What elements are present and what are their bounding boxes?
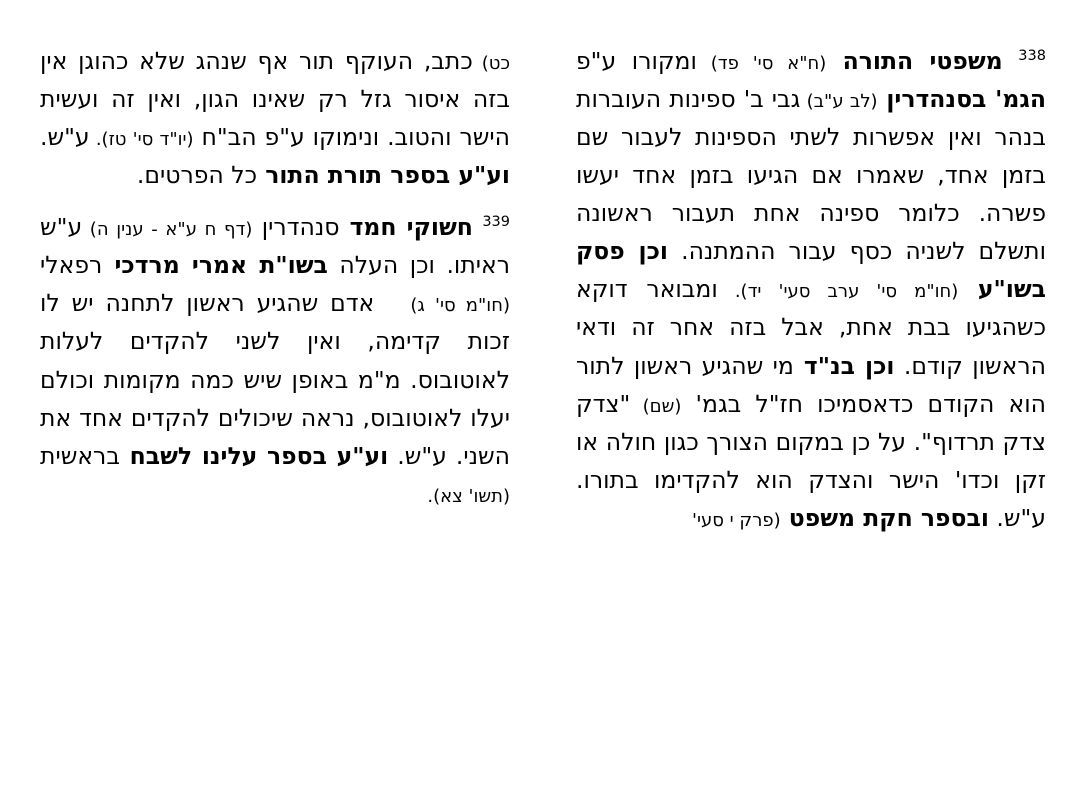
text-run: "צדק צדק תרדוף". על כן במקום הצורך כגון חולה או זקן וכדו' הישר והצדק הוא להקדימו בתורו. ע"ש. — [576, 389, 1046, 532]
text-run: רפאלי — [40, 251, 103, 280]
text-run: גבי ב' ספינות העוברות בנהר ואין אפשרות לשתי הספינות לעבור שם בזמן אחד, שאמרו אם הגיעו בזמן אחד יעשו פשרה. כלומר ספינה אחת תעבור ראשונה ותשלם לשניה כסף עבור ההמתנה. — [576, 85, 1047, 266]
paragraph-339 — [40, 208, 510, 513]
footnote-number-339: 339 — [482, 214, 510, 231]
text-run: סנהדרין — [252, 213, 340, 242]
text-run: בראשית — [40, 441, 120, 470]
source-citation: (לב ע"ב) — [800, 91, 878, 113]
text-run: ומבואר דוקא כשהגיעו בבת אחת, אבל בזה אחר זה ודאי הראשון קודם. — [576, 275, 1046, 380]
text-run: ומקורו ע"פ — [576, 47, 697, 75]
text-run: ע"ש ראיתו. וכן העלה — [40, 213, 510, 280]
source-citation: (חו"מ סי' ג) — [400, 295, 510, 317]
source-citation: (תשו' צא). — [427, 485, 510, 507]
text-run-bold: וכן פסק בשו"ע — [576, 237, 1046, 304]
text-run-bold: וכן בנ"ד — [793, 351, 895, 380]
paragraph-338 — [576, 42, 1046, 537]
source-citation: (דף ח ע"א - ענין ה) — [82, 219, 253, 241]
text-run-bold: ובספר חקת משפט — [780, 503, 989, 532]
text-run: ע"ש. — [40, 123, 90, 152]
text-run-bold: וע"ע בספר עלינו לשבח — [119, 441, 389, 470]
two-column-layout — [40, 42, 1046, 757]
text-run: מי שהגיע ראשון לתור הוא הקודם כדאסמיכו חז"ל בגמ' — [576, 351, 1046, 418]
paragraph-continuation — [40, 42, 510, 194]
right-column — [576, 42, 1046, 757]
text-run: כל הפרטים. — [136, 161, 258, 190]
source-citation: (פרק י סעי' — [692, 509, 781, 531]
source-citation: (חו"מ סי' ערב סעי' יד). — [717, 281, 959, 303]
text-run-bold: וע"ע בספר תורת התור — [257, 161, 510, 190]
text-run: חשוקי חמד — [339, 213, 473, 242]
text-run: משפטי התורה — [826, 47, 1003, 75]
source-citation: (ח"א סי' פד) — [696, 53, 827, 74]
text-run: כתב, העוקף תור אף שנהג שלא כהוגן אין בזה איסור גזל רק שאינו הגון, ואין זה ועשית הישר והטוב. ונימוקו ע"פ הב"ח — [40, 47, 510, 152]
text-run: אדם שהגיע ראשון לתחנה יש לו זכות קדימה, ואין לשני להקדים לעלות לאוטובוס. מ"מ באופן שיש כמה מקומות וכולם יעלו לאוטובוס, נראה שיכולים להקדים אחד את השני. ע"ש. — [40, 289, 510, 470]
footnote-number-338: 338 — [1018, 48, 1046, 65]
source-citation: (שם) — [630, 395, 682, 417]
text-run-bold: הגמ' בסנהדרין — [877, 85, 1046, 114]
source-citation: (יו"ד סי' טז). — [89, 129, 194, 151]
left-column — [40, 42, 510, 757]
text-run-bold: בשו"ת אמרי מרדכי — [102, 251, 328, 280]
source-citation: כט) — [472, 53, 510, 74]
